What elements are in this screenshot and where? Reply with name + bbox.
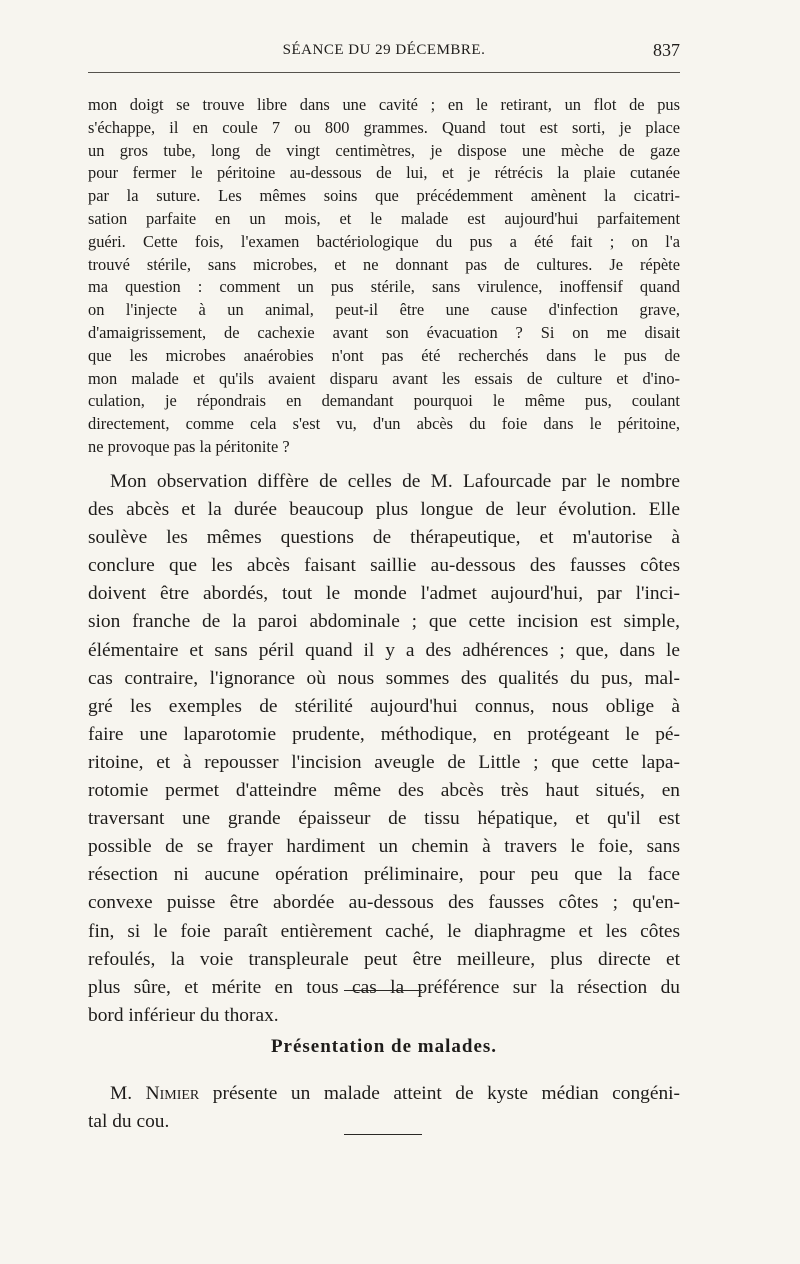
text-line: directement, comme cela s'est vu, d'un abcès du foie dans le péritoine, [88, 414, 680, 434]
section-title: Présentation de malades. [270, 1036, 498, 1057]
text-line: plus sûre, et mérite en tous cas la préférence sur la résection du [88, 976, 680, 998]
text-line: pour fermer le péritoine au-dessous de lui, et je rétrécis la plaie cutanée [88, 163, 680, 183]
text-line: soulève les mêmes questions de thérapeutique, et m'autorise à [88, 527, 680, 549]
text-line: un gros tube, long de vingt centimètres, je dispose une mèche de gaze [88, 140, 680, 160]
divider-top [344, 990, 422, 991]
text-line: bord inférieur du thorax. [88, 1004, 279, 1026]
text-line: ma question : comment un pus stérile, sans virulence, inoffensif quand [88, 277, 680, 297]
text-line: refoulés, la voie transpleurale peut être meilleure, plus directe et [88, 948, 680, 970]
running-title: SÉANCE DU 29 DÉCEMBRE. [282, 42, 486, 58]
text-line: traversant une grande épaisseur de tissu hépatique, et qu'il est [88, 808, 680, 830]
presentation-line-2: tal du cou. [88, 1111, 170, 1133]
text-line: trouvé stérile, sans microbes, et ne donnant pas de cultures. Je répète [88, 254, 680, 274]
text-line: mon malade et qu'ils avaient disparu avant les essais de culture et d'ino- [88, 368, 680, 388]
presentation-paragraph [88, 1080, 680, 1136]
main-paragraph [88, 468, 680, 1030]
text-line: possible de se frayer hardiment un chemin à travers le foie, sans [88, 836, 680, 858]
text-line: fin, si le foie paraît entièrement caché, le diaphragme et les côtes [88, 920, 680, 942]
header-rule [88, 72, 680, 73]
text-line: ne provoque pas la péritonite ? [88, 436, 290, 456]
text-line: des abcès et la durée beaucoup plus longue de leur évolution. Elle [88, 499, 680, 521]
text-line: sion franche de la paroi abdominale ; que cette incision est simple, [88, 611, 680, 633]
text-line: sation parfaite en un mois, et le malade est aujourd'hui parfaitement [88, 208, 680, 228]
text-line: s'échappe, il en coule 7 ou 800 grammes. Quand tout est sorti, je place [88, 117, 680, 137]
text-line: ritoine, et à repousser l'incision aveugle de Little ; que cette lapa- [88, 751, 680, 773]
text-line: doivent être abordés, tout le monde l'admet aujourd'hui, par l'inci- [88, 583, 680, 605]
speaker-name: M. Nimier [110, 1083, 200, 1104]
text-line: élémentaire et sans péril quand il y a des adhérences ; que, dans le [88, 639, 680, 661]
text-line: cas contraire, l'ignorance où nous sommes des qualités du pus, mal- [88, 667, 680, 689]
page-header [88, 42, 680, 72]
text-line: conclure que les abcès faisant saillie au-dessous des fausses côtes [88, 555, 680, 577]
text-line: guéri. Cette fois, l'examen bactériologique du pus a été fait ; on l'a [88, 231, 680, 251]
page-number: 837 [653, 40, 680, 60]
text-line: par la suture. Les mêmes soins que précédemment amènent la cicatri- [88, 186, 680, 206]
text-line: convexe puisse être abordée au-dessous des fausses côtes ; qu'en- [88, 892, 680, 914]
divider-bottom [344, 1134, 422, 1135]
text-line: on l'injecte à un animal, peut-il être une cause d'infection grave, [88, 300, 680, 320]
text-line: d'amaigrissement, de cachexie avant son évacuation ? Si on me disait [88, 322, 680, 342]
text-line: gré les exemples de stérilité aujourd'hui connus, nous oblige à [88, 695, 680, 717]
presentation-line-1 [88, 1080, 680, 1108]
text-line: faire une laparotomie prudente, méthodique, en protégeant le pé- [88, 723, 680, 745]
text-line: culation, je répondrais en demandant pourquoi le même pus, coulant [88, 391, 680, 411]
presentation-line-1-rest: présente un malade atteint de kyste médian congéni- [199, 1083, 680, 1104]
text-line: rotomie permet d'atteindre même des abcès très haut situés, en [88, 780, 680, 802]
text-line: que les microbes anaérobies n'ont pas été recherchés dans le pus de [88, 345, 680, 365]
continued-paragraph [88, 94, 680, 459]
text-line: Mon observation diffère de celles de M. Lafourcade par le nombre [110, 471, 680, 492]
text-line: mon doigt se trouve libre dans une cavité ; en le retirant, un flot de pus [88, 95, 680, 114]
text-line: résection ni aucune opération préliminaire, pour peu que la face [88, 864, 680, 886]
